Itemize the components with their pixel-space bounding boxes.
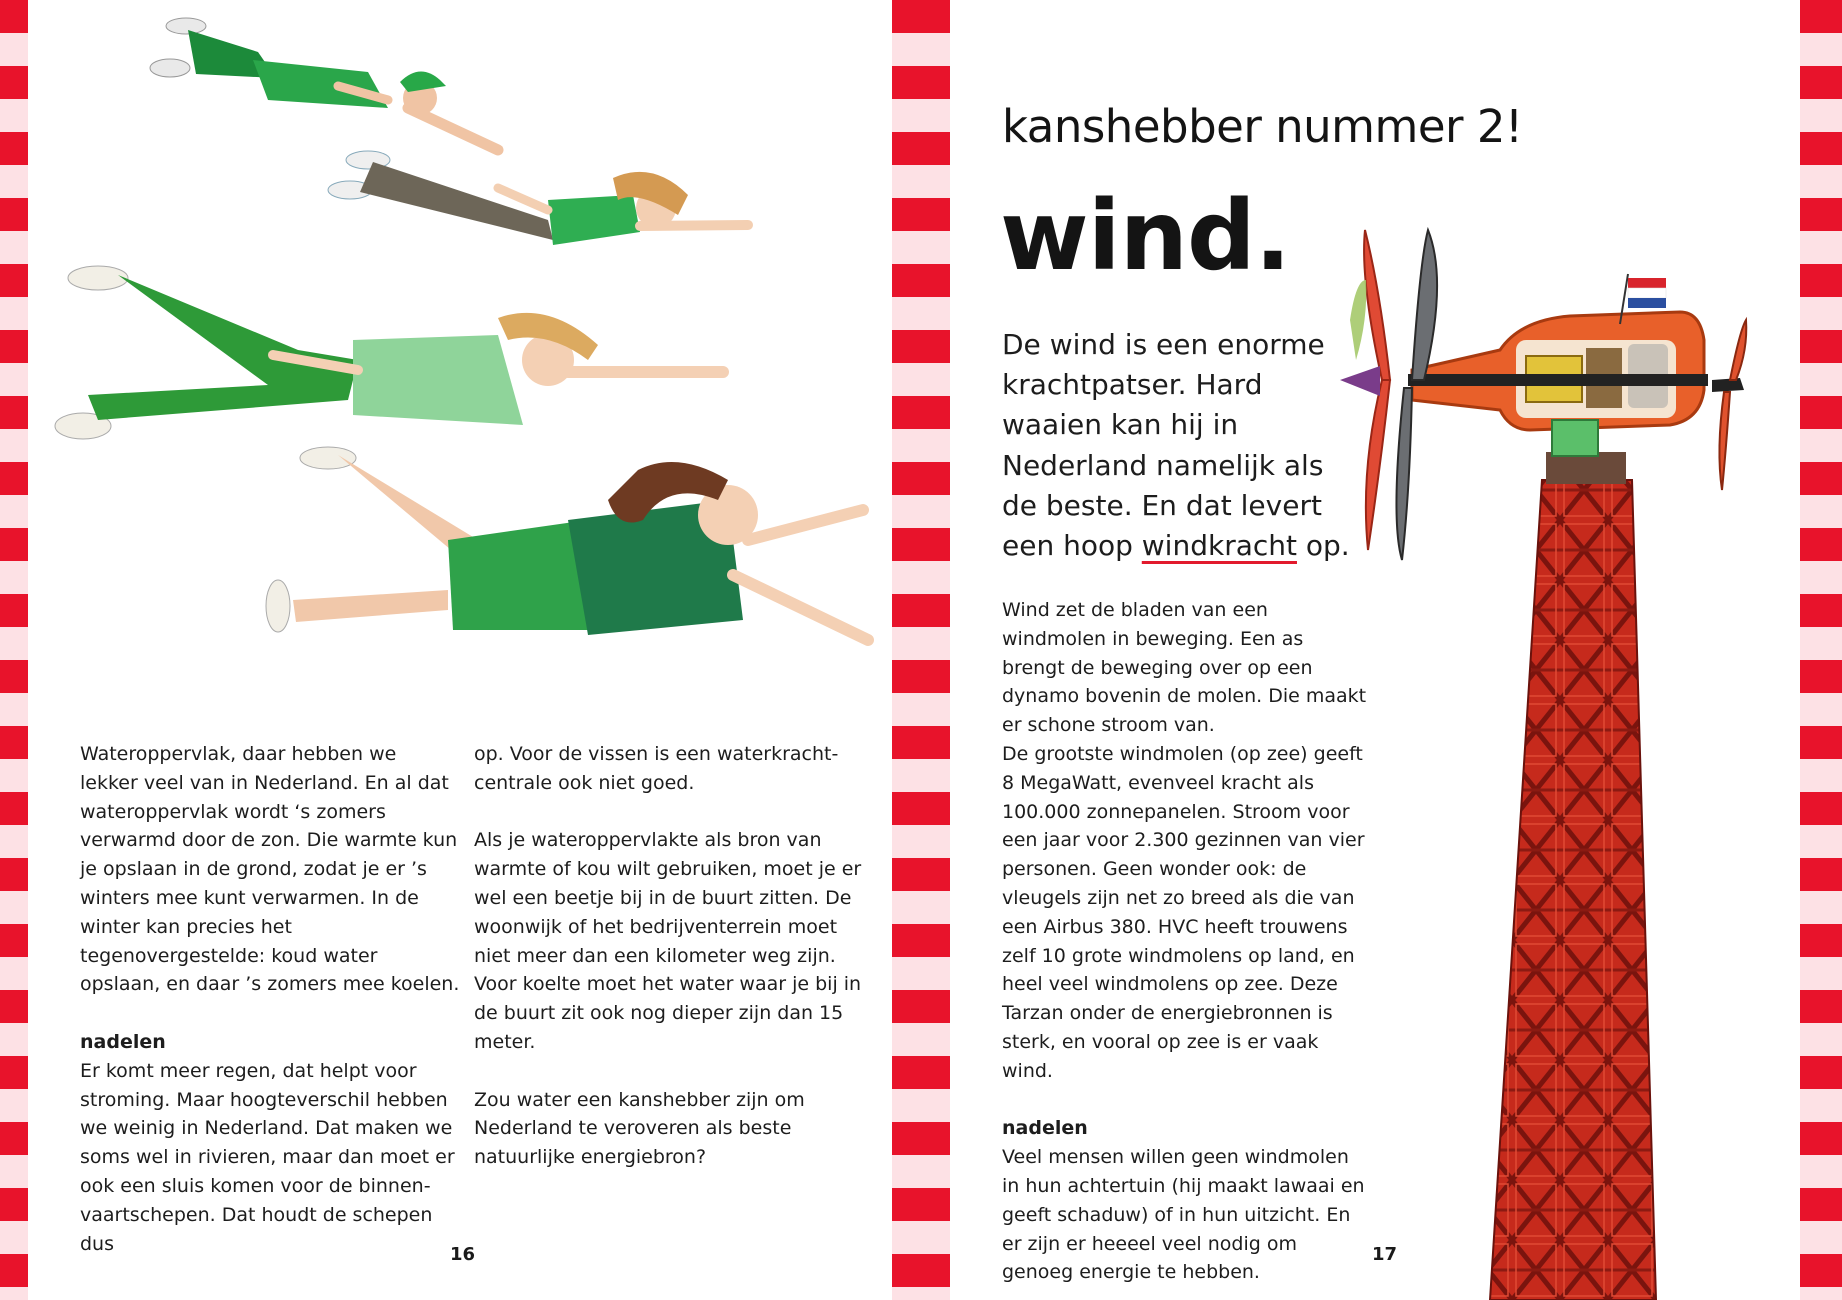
right-paragraph-3: Veel mensen willen geen windmolen in hun achtertuin (hij maakt lawaai en geeft schaduw) of in hun uitzicht. En er zijn er heeeel veel nodig om genoeg energie te hebben.: [1002, 1146, 1365, 1284]
left-column-2: [474, 740, 866, 1172]
flying-child-2: [328, 151, 748, 245]
left-col2-paragraph-2: Als je wateroppervlakte als bron van warmte of kou wilt gebruiken, moet je er wel een beetje bij in de buurt zitten. De woonwijk of het bedrijventerrein moet niet meer dan een kilometer weg zijn. Voor koelte moet het water waar je bij in de buurt zit ook nog dieper zijn dan 15 meter.: [474, 829, 862, 1053]
left-column-1: [80, 740, 460, 1258]
intro-paragraph: [1002, 325, 1362, 566]
right-page: [950, 0, 1800, 1300]
kicker-heading: kanshebber nummer 2!: [1002, 100, 1523, 153]
left-col1-paragraph-2: Er komt meer regen, dat helpt voor stroming. Maar hoogteverschil hebben we weinig in Nederland. Dat maken we soms wel in rivieren, maar dan moet er ook een sluis komen voor de binnenvaartschepen. Dat houdt de schepen dus: [80, 1059, 455, 1255]
page-number-left: 16: [450, 1244, 476, 1265]
flying-child-4: [266, 447, 868, 640]
intro-text: De wind is een enorme krachtpatser. Hard waaien kan hij in Nederland namelijk als de beste. En dat levert een hoop: [1002, 328, 1325, 563]
left-col2-paragraph-3: Zou water een kanshebber zijn om Nederland te veroveren als beste natuurlijke energiebron?: [474, 1088, 805, 1169]
rear-propeller: [1712, 320, 1746, 490]
right-stripe-border: [1800, 0, 1842, 1300]
flying-children-illustration: [28, 0, 892, 660]
right-paragraph-2: De grootste windmolen (op zee) geeft 8 MegaWatt, evenveel kracht als 100.000 zonnepanelen. Stroom voor een jaar voor 2.300 gezinnen van vier personen. Geen wonder ook: de vleugels zijn net zo breed als die van een Airbus 380. HVC heeft trouwens zelf 10 grote windmolens op land, en heel veel windmolens op zee. Deze Tarzan onder de energiebronnen is sterk, en vooral op zee is er vaak wind.: [1002, 742, 1365, 1082]
windmill-tower: [1490, 452, 1656, 1300]
center-stripe-divider: [892, 0, 950, 1300]
page-number-right: 17: [1372, 1244, 1398, 1265]
windmill-nacelle: [1408, 312, 1708, 456]
windmill-illustration: [1320, 220, 1750, 1300]
left-col1-paragraph-1: Wateroppervlak, daar hebben we lekker veel van in Nederland. En al dat wateroppervlak wordt ‘s zomers verwarmd door de zon. Die warmte kun je opslaan in de grond, zodat je er ’s winters mee kunt verwarmen. In de winter kan precies het tegenovergestelde: koud water opslaan, en daar ’s zomers mee koelen.: [80, 743, 460, 996]
right-paragraph-1: Wind zet de bladen van een windmolen in beweging. Een as brengt de beweging over op een dynamo bovenin de molen. Die maakt er schone stroom van.: [1002, 599, 1367, 737]
windkracht-term: windkracht: [1141, 529, 1297, 563]
page-title: wind.: [1000, 180, 1291, 292]
left-page: [28, 0, 892, 1300]
right-body-text: [1002, 596, 1372, 1287]
right-nadelen-heading: nadelen: [1002, 1117, 1088, 1140]
left-col2-paragraph-1: op. Voor de vissen is een waterkrachtcentrale ook niet goed.: [474, 743, 839, 794]
left-nadelen-heading: nadelen: [80, 1030, 166, 1053]
intro-text-end: op.: [1296, 529, 1350, 563]
left-stripe-border: [0, 0, 28, 1300]
flying-child-1: [150, 18, 498, 150]
flying-child-3: [55, 266, 723, 439]
